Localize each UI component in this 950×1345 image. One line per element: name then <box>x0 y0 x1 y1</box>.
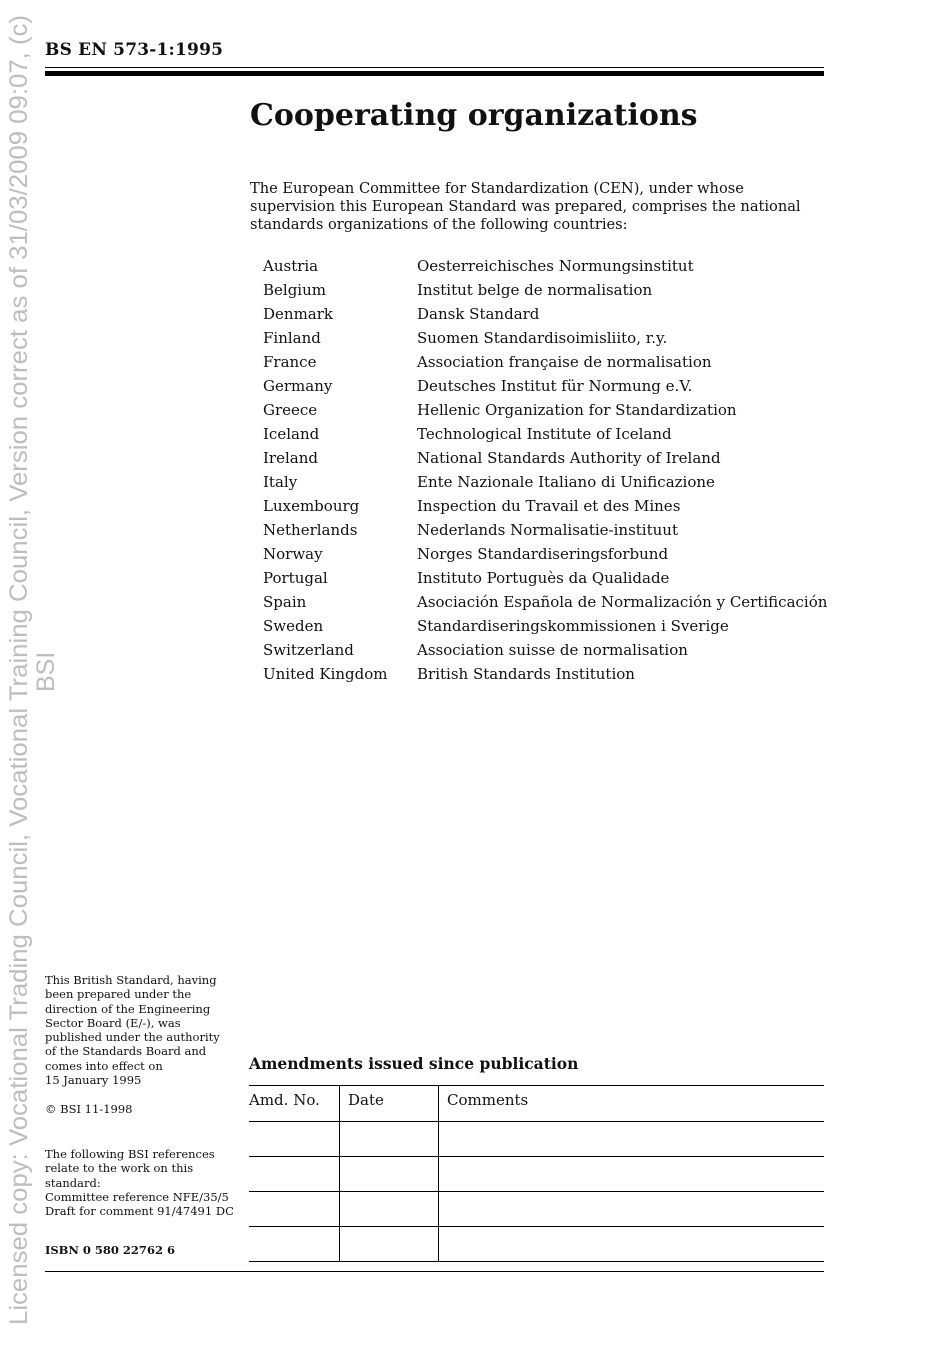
organization-country: Luxembourg <box>263 497 360 515</box>
organization-country: Spain <box>263 593 307 611</box>
organization-row <box>263 424 827 448</box>
organization-row <box>263 328 827 352</box>
organization-row <box>263 568 827 592</box>
organization-name: Asociación Española de Normalización y Certificación <box>417 593 828 611</box>
organization-name: Inspection du Travail et des Mines <box>417 497 681 515</box>
amendment-row <box>249 1192 824 1227</box>
organization-row <box>263 640 827 664</box>
organization-name: Institut belge de normalisation <box>417 281 653 299</box>
amendment-number-cell <box>249 1122 340 1157</box>
watermark-line-1: Licensed copy: Vocational Trading Council, Vocational Training Council, Version correct as of 31/03/2009 09:07, (c) <box>5 53 33 1325</box>
organization-country: Greece <box>263 401 318 419</box>
organization-name: Ente Nazionale Italiano di Unificazione <box>417 473 715 491</box>
organization-country: United Kingdom <box>263 665 388 683</box>
organization-name: National Standards Authority of Ireland <box>417 449 721 467</box>
organization-row <box>263 352 827 376</box>
amendments-heading: Amendments issued since publication <box>249 1054 579 1073</box>
footer-rule <box>45 1271 824 1272</box>
amendment-comments-cell <box>439 1227 825 1262</box>
organization-name: Association suisse de normalisation <box>417 641 688 659</box>
organization-name: Technological Institute of Iceland <box>417 425 672 443</box>
amendment-date-cell <box>340 1192 439 1227</box>
header-thick-rule <box>45 71 824 76</box>
organization-row <box>263 496 827 520</box>
organization-row <box>263 664 827 688</box>
organization-country: Finland <box>263 329 321 347</box>
column-header-date: Date <box>340 1086 439 1122</box>
organization-country: Iceland <box>263 425 320 443</box>
amendment-comments-cell <box>439 1122 825 1157</box>
organization-country: Ireland <box>263 449 318 467</box>
organization-name: Hellenic Organization for Standardization <box>417 401 737 419</box>
amendments-header-row <box>249 1086 824 1122</box>
amendment-row <box>249 1157 824 1192</box>
watermark-line-2: BSI <box>32 651 60 692</box>
organization-row <box>263 376 827 400</box>
amendment-date-cell <box>340 1227 439 1262</box>
organization-country: Portugal <box>263 569 328 587</box>
copyright-notice: © BSI 11-1998 <box>45 1102 133 1116</box>
organization-country: Denmark <box>263 305 333 323</box>
amendment-number-cell <box>249 1192 340 1227</box>
watermark-svg <box>2 0 62 1345</box>
amendment-number-cell <box>249 1227 340 1262</box>
organization-country: Austria <box>263 257 319 275</box>
organization-name: Norges Standardiseringsforbund <box>417 545 669 563</box>
organization-country: France <box>263 353 317 371</box>
organization-country: Belgium <box>263 281 326 299</box>
document-reference: BS EN 573-1:1995 <box>45 40 224 60</box>
organization-name: Association française de normalisation <box>417 353 712 371</box>
amendment-comments-cell <box>439 1157 825 1192</box>
organization-country: Norway <box>263 545 323 563</box>
amendment-date-cell <box>340 1122 439 1157</box>
organization-country: Italy <box>263 473 298 491</box>
organization-name: Standardiseringskommissionen i Sverige <box>417 617 729 635</box>
amendments-table <box>249 1085 824 1262</box>
organization-row <box>263 448 827 472</box>
amendment-comments-cell <box>439 1192 825 1227</box>
organization-name: Oesterreichisches Normungsinstitut <box>417 257 694 275</box>
organization-list <box>263 256 827 688</box>
organization-row <box>263 520 827 544</box>
organization-row <box>263 616 827 640</box>
bsi-references: The following BSI references relate to the work on this standard: Committee reference NFE/35/5 Draft for comment 91/47491 DC <box>45 1147 234 1219</box>
header-thin-rule <box>45 67 824 68</box>
intro-paragraph: The European Committee for Standardization (CEN), under whose supervision this European Standard was prepared, comprises the national standards organizations of the following countries: <box>250 180 801 233</box>
page-title: Cooperating organizations <box>250 98 698 133</box>
column-header-amd-no: Amd. No. <box>249 1086 340 1122</box>
organization-name: Dansk Standard <box>417 305 540 323</box>
organization-row <box>263 256 827 280</box>
amendment-row <box>249 1227 824 1262</box>
organization-name: Deutsches Institut für Normung e.V. <box>417 377 693 395</box>
organization-country: Germany <box>263 377 333 395</box>
column-header-comments: Comments <box>447 1091 529 1109</box>
organization-name: Nederlands Normalisatie-instituut <box>417 521 678 539</box>
licensed-copy-watermark <box>2 0 62 1345</box>
organization-row <box>263 304 827 328</box>
organization-country: Netherlands <box>263 521 358 539</box>
organization-row <box>263 400 827 424</box>
organization-country: Switzerland <box>263 641 354 659</box>
organization-row <box>263 280 827 304</box>
organization-country: Sweden <box>263 617 324 635</box>
organization-name: Instituto Portuguès da Qualidade <box>417 569 670 587</box>
isbn: ISBN 0 580 22762 6 <box>45 1243 175 1257</box>
organization-row <box>263 472 827 496</box>
amendment-number-cell <box>249 1157 340 1192</box>
organization-row <box>263 592 827 616</box>
organization-row <box>263 544 827 568</box>
organization-name: British Standards Institution <box>417 665 635 683</box>
amendment-date-cell <box>340 1157 439 1192</box>
amendment-row <box>249 1122 824 1157</box>
organization-name: Suomen Standardisoimisliito, r.y. <box>417 329 668 347</box>
imprint-note: This British Standard, having been prepared under the direction of the Engineering Sector Board (E/-), was published under the authority of the Standards Board and comes into effect on 15 January 1995 <box>45 973 220 1088</box>
